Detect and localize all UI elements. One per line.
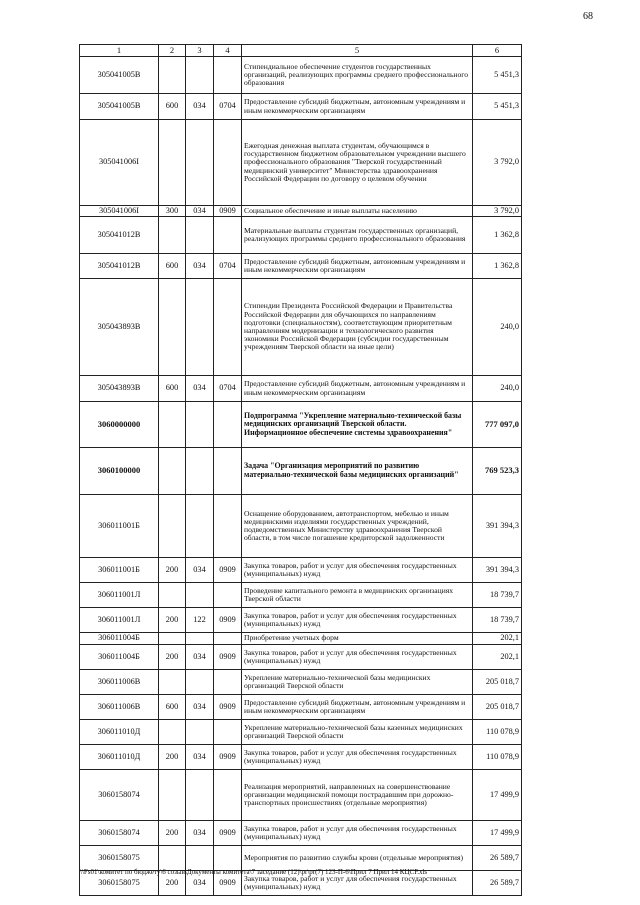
section-code-cell: 0909 — [214, 871, 242, 896]
table-row — [80, 57, 522, 94]
item-name-cell: Приобретение учетных форм — [242, 633, 473, 645]
expense-type-cell — [159, 402, 186, 448]
ministry-code-cell: 034 — [186, 558, 214, 583]
item-name-cell: Предоставление субсидий бюджетным, автономным учреждениям и иным некоммерческим организациям — [242, 94, 473, 120]
table-row — [80, 120, 522, 206]
kcsr-code-cell: 3060000000 — [80, 402, 159, 448]
kcsr-code-cell: 306011004Б — [80, 633, 159, 645]
ministry-code-cell: 034 — [186, 376, 214, 402]
section-code-cell — [214, 57, 242, 94]
kcsr-code-cell: 306011006В — [80, 695, 159, 720]
amount-cell: 5 451,3 — [473, 57, 522, 94]
column-header: 5 — [242, 45, 473, 57]
table-body — [80, 45, 522, 896]
ministry-code-cell — [186, 720, 214, 745]
table-row — [80, 448, 522, 495]
ministry-code-cell — [186, 402, 214, 448]
item-name-cell: Задача "Организация мероприятий по развитию материально-технической базы медицинских организаций" — [242, 448, 473, 495]
amount-cell: 110 078,9 — [473, 745, 522, 770]
amount-cell: 18 739,7 — [473, 608, 522, 633]
section-code-cell: 0909 — [214, 608, 242, 633]
amount-cell: 17 499,9 — [473, 770, 522, 821]
section-code-cell — [214, 279, 242, 376]
amount-cell: 205 018,7 — [473, 695, 522, 720]
expense-type-cell: 200 — [159, 871, 186, 896]
item-name-cell: Предоставление субсидий бюджетным, автономным учреждениям и иным некоммерческим организациям — [242, 695, 473, 720]
item-name-cell: Закупка товаров, работ и услуг для обеспечения государственных (муниципальных) нужд — [242, 871, 473, 896]
expense-type-cell — [159, 720, 186, 745]
amount-cell: 26 589,7 — [473, 871, 522, 896]
table-row — [80, 608, 522, 633]
amount-cell: 3 792,0 — [473, 120, 522, 206]
item-name-cell: Укрепление материально-технической базы казенных медицинских организаций Тверской области — [242, 720, 473, 745]
expense-type-cell — [159, 633, 186, 645]
kcsr-code-cell: 3060158075 — [80, 846, 159, 871]
expense-type-cell: 600 — [159, 254, 186, 279]
section-code-cell — [214, 448, 242, 495]
section-code-cell — [214, 120, 242, 206]
ministry-code-cell — [186, 57, 214, 94]
section-code-cell: 0909 — [214, 745, 242, 770]
expense-type-cell — [159, 448, 186, 495]
amount-cell: 26 589,7 — [473, 846, 522, 871]
column-header: 4 — [214, 45, 242, 57]
table-row — [80, 495, 522, 558]
kcsr-code-cell: 3060158074 — [80, 821, 159, 846]
kcsr-code-cell: 305041005В — [80, 57, 159, 94]
table-row — [80, 94, 522, 120]
item-name-cell: Ежегодная денежная выплата студентам, обучающимся в государственном бюджетном образовательном учреждении высшего профессионального образования "Тверской государственный медицинский университет" Министерства здравоохранения Российской Федерации по договору о целевом обучении — [242, 120, 473, 206]
section-code-cell — [214, 670, 242, 695]
expense-type-cell: 200 — [159, 745, 186, 770]
section-code-cell — [214, 770, 242, 821]
kcsr-code-cell: 305041012В — [80, 217, 159, 254]
amount-cell: 1 362,8 — [473, 217, 522, 254]
amount-cell: 240,0 — [473, 376, 522, 402]
table-row — [80, 645, 522, 670]
amount-cell: 1 362,8 — [473, 254, 522, 279]
item-name-cell: Стипендиальное обеспечение студентов государственных организаций, реализующих программы среднего профессионального образования — [242, 57, 473, 94]
item-name-cell: Мероприятия по развитию службы крови (отдельные мероприятия) — [242, 846, 473, 871]
section-code-cell: 0704 — [214, 94, 242, 120]
amount-cell: 110 078,9 — [473, 720, 522, 745]
item-name-cell: Реализация мероприятий, направленных на совершенствование организации медицинской помощи пострадавшим при дорожно-транспортных происшествиях (отдельные мероприятия) — [242, 770, 473, 821]
table-row — [80, 695, 522, 720]
ministry-code-cell — [186, 495, 214, 558]
kcsr-code-cell: 306011006В — [80, 670, 159, 695]
kcsr-code-cell: 306011004Б — [80, 645, 159, 670]
table-row — [80, 821, 522, 846]
item-name-cell: Закупка товаров, работ и услуг для обеспечения государственных (муниципальных) нужд — [242, 745, 473, 770]
table-row — [80, 720, 522, 745]
ministry-code-cell: 034 — [186, 821, 214, 846]
section-code-cell: 0704 — [214, 376, 242, 402]
item-name-cell: Закупка товаров, работ и услуг для обеспечения государственных (муниципальных) нужд — [242, 558, 473, 583]
amount-cell: 769 523,3 — [473, 448, 522, 495]
ministry-code-cell — [186, 633, 214, 645]
amount-cell: 777 097,0 — [473, 402, 522, 448]
table-row — [80, 254, 522, 279]
expense-type-cell: 200 — [159, 645, 186, 670]
item-name-cell: Предоставление субсидий бюджетным, автономным учреждениям и иным некоммерческим организациям — [242, 376, 473, 402]
ministry-code-cell: 034 — [186, 254, 214, 279]
table-row — [80, 279, 522, 376]
expense-type-cell: 600 — [159, 695, 186, 720]
file-path-footer: \\Fs01\комитет по бюджету\6 созыв\Документы комитета\7 заседание (12)\pr\pr(7) 123-П-6\Прил 7 Прил 14 КЦСР.xls — [80, 868, 428, 876]
table-row — [80, 558, 522, 583]
kcsr-code-cell: 305043893В — [80, 376, 159, 402]
amount-cell: 5 451,3 — [473, 94, 522, 120]
ministry-code-cell — [186, 217, 214, 254]
ministry-code-cell: 034 — [186, 745, 214, 770]
kcsr-code-cell: 3060158075 — [80, 871, 159, 896]
amount-cell: 391 394,3 — [473, 495, 522, 558]
ministry-code-cell: 034 — [186, 695, 214, 720]
table-row — [80, 206, 522, 217]
amount-cell: 202,1 — [473, 633, 522, 645]
kcsr-code-cell: 305041006І — [80, 120, 159, 206]
kcsr-code-cell: 305041005В — [80, 94, 159, 120]
section-code-cell: 0909 — [214, 558, 242, 583]
kcsr-code-cell: 305041006І — [80, 206, 159, 217]
expense-type-cell: 200 — [159, 558, 186, 583]
ministry-code-cell: 034 — [186, 94, 214, 120]
ministry-code-cell: 034 — [186, 871, 214, 896]
kcsr-code-cell: 305041012В — [80, 254, 159, 279]
amount-cell: 202,1 — [473, 645, 522, 670]
expense-type-cell — [159, 846, 186, 871]
kcsr-code-cell: 306011001Л — [80, 608, 159, 633]
ministry-code-cell: 034 — [186, 645, 214, 670]
table-row — [80, 670, 522, 695]
section-code-cell: 0909 — [214, 695, 242, 720]
kcsr-code-cell: 3060100000 — [80, 448, 159, 495]
kcsr-code-cell: 305043893В — [80, 279, 159, 376]
expense-type-cell — [159, 57, 186, 94]
expense-type-cell: 600 — [159, 94, 186, 120]
section-code-cell — [214, 583, 242, 608]
table-row — [80, 745, 522, 770]
expense-type-cell: 600 — [159, 376, 186, 402]
section-code-cell: 0704 — [214, 254, 242, 279]
table-row — [80, 770, 522, 821]
amount-cell: 18 739,7 — [473, 583, 522, 608]
expense-type-cell — [159, 670, 186, 695]
section-code-cell — [214, 720, 242, 745]
expense-type-cell — [159, 583, 186, 608]
expense-type-cell — [159, 279, 186, 376]
item-name-cell: Предоставление субсидий бюджетным, автономным учреждениям и иным некоммерческим организациям — [242, 254, 473, 279]
expense-type-cell: 300 — [159, 206, 186, 217]
item-name-cell: Закупка товаров, работ и услуг для обеспечения государственных (муниципальных) нужд — [242, 608, 473, 633]
ministry-code-cell — [186, 448, 214, 495]
item-name-cell: Укрепление материально-технической базы медицинских организаций Тверской области — [242, 670, 473, 695]
budget-table — [79, 44, 522, 896]
amount-cell: 205 018,7 — [473, 670, 522, 695]
expense-type-cell — [159, 120, 186, 206]
column-header: 6 — [473, 45, 522, 57]
amount-cell: 391 394,3 — [473, 558, 522, 583]
table-row — [80, 633, 522, 645]
table-row — [80, 217, 522, 254]
item-name-cell: Проведение капитального ремонта в медицинских организациях Тверской области — [242, 583, 473, 608]
table-row — [80, 376, 522, 402]
ministry-code-cell: 122 — [186, 608, 214, 633]
kcsr-code-cell: 306011001Б — [80, 558, 159, 583]
table-header-row — [80, 45, 522, 57]
table-row — [80, 583, 522, 608]
item-name-cell: Закупка товаров, работ и услуг для обеспечения государственных (муниципальных) нужд — [242, 821, 473, 846]
section-code-cell: 0909 — [214, 206, 242, 217]
ministry-code-cell — [186, 279, 214, 376]
expense-type-cell: 200 — [159, 821, 186, 846]
ministry-code-cell — [186, 670, 214, 695]
section-code-cell — [214, 495, 242, 558]
expense-type-cell — [159, 770, 186, 821]
item-name-cell: Материальные выплаты студентам государственных организаций, реализующих программы среднего профессионального образования — [242, 217, 473, 254]
column-header: 2 — [159, 45, 186, 57]
kcsr-code-cell: 306011001Б — [80, 495, 159, 558]
item-name-cell: Закупка товаров, работ и услуг для обеспечения государственных (муниципальных) нужд — [242, 645, 473, 670]
kcsr-code-cell: 306011010Д — [80, 745, 159, 770]
ministry-code-cell — [186, 120, 214, 206]
ministry-code-cell — [186, 846, 214, 871]
section-code-cell — [214, 846, 242, 871]
item-name-cell: Подпрограмма "Укрепление материально-технической базы медицинских организаций Тверской области. Информационное обеспечение системы здравоохранения" — [242, 402, 473, 448]
section-code-cell: 0909 — [214, 645, 242, 670]
expense-type-cell — [159, 495, 186, 558]
kcsr-code-cell: 306011010Д — [80, 720, 159, 745]
kcsr-code-cell: 306011001Л — [80, 583, 159, 608]
expense-type-cell: 200 — [159, 608, 186, 633]
amount-cell: 3 792,0 — [473, 206, 522, 217]
column-header: 3 — [186, 45, 214, 57]
item-name-cell: Стипендии Президента Российской Федерации и Правительства Российской Федерации для обучающихся по направлениям подготовки (специальностям), соответствующим приоритетным направлениям модернизации и технологического развития экономики Российской Федерации (субсидии государственным учреждениям Тверской области на иные цели) — [242, 279, 473, 376]
expense-type-cell — [159, 217, 186, 254]
table-row — [80, 846, 522, 871]
page-number: 68 — [583, 11, 593, 22]
ministry-code-cell — [186, 583, 214, 608]
ministry-code-cell: 034 — [186, 206, 214, 217]
table-row — [80, 402, 522, 448]
kcsr-code-cell: 3060158074 — [80, 770, 159, 821]
amount-cell: 240,0 — [473, 279, 522, 376]
item-name-cell: Социальное обеспечение и иные выплаты населению — [242, 206, 473, 217]
item-name-cell: Оснащение оборудованием, автотранспортом, мебелью и иным медицинскими изделиями государственных учреждений, подведомственных Министерству здравоохранения Тверской области, в том числе погашение кредиторской задолженности — [242, 495, 473, 558]
column-header: 1 — [80, 45, 159, 57]
section-code-cell: 0909 — [214, 821, 242, 846]
ministry-code-cell — [186, 770, 214, 821]
section-code-cell — [214, 402, 242, 448]
amount-cell: 17 499,9 — [473, 821, 522, 846]
section-code-cell — [214, 633, 242, 645]
section-code-cell — [214, 217, 242, 254]
